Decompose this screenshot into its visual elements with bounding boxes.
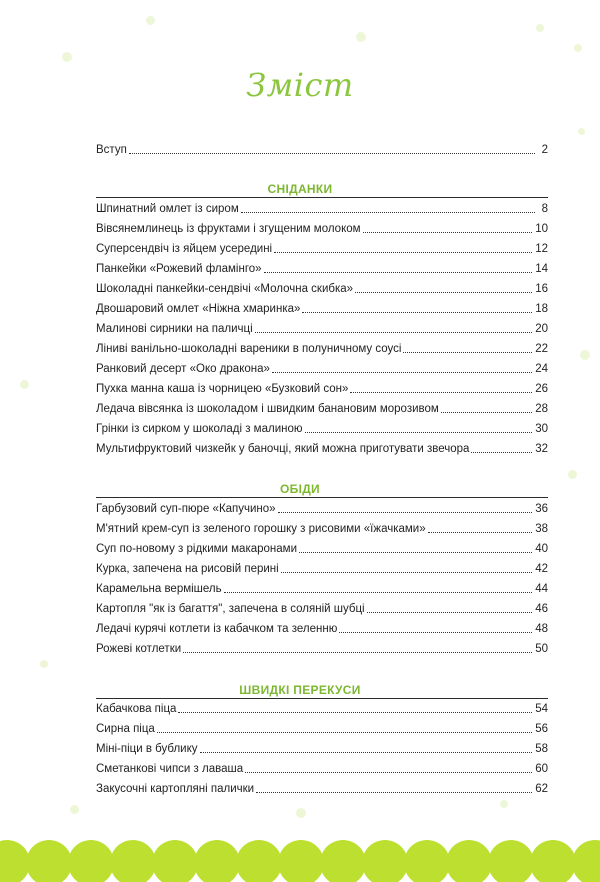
decor-dot — [146, 16, 155, 25]
decor-circle — [446, 840, 492, 882]
toc-entry-page: 48 — [535, 623, 548, 635]
dot-leader — [241, 211, 535, 213]
decor-circle — [68, 840, 114, 882]
toc-entry[interactable] — [96, 522, 548, 538]
decor-circle — [152, 840, 198, 882]
section-heading-breakfasts: СНІДАНКИ — [267, 182, 333, 196]
toc-entry[interactable] — [96, 322, 548, 338]
dot-leader — [367, 611, 533, 613]
toc-entry-title: Сирна піца — [96, 723, 155, 735]
toc-entry[interactable] — [96, 382, 548, 398]
dot-leader — [471, 451, 532, 453]
page-title: Зміст — [246, 66, 354, 104]
toc-entry-page: 32 — [535, 443, 548, 455]
toc-entry-page: 42 — [535, 563, 548, 575]
decor-dot — [296, 808, 306, 818]
toc-entry-page: 14 — [535, 263, 548, 275]
decor-circle — [530, 840, 576, 882]
toc-entry-title: Грінки із сирком у шоколаді з малиною — [96, 423, 303, 435]
toc-entry[interactable] — [96, 242, 548, 258]
toc-entry-title: Рожеві котлетки — [96, 643, 182, 655]
toc-entry-page: 16 — [535, 283, 548, 295]
toc-entry-title: Шпинатний омлет із сиром — [96, 203, 239, 215]
dot-leader — [157, 731, 532, 733]
dot-leader — [272, 371, 532, 373]
toc-entry-title: Малинові сирники на паличці — [96, 323, 253, 335]
dot-leader — [350, 391, 532, 393]
toc-entry[interactable] — [96, 582, 548, 598]
dot-leader — [256, 791, 532, 793]
dot-leader — [302, 311, 532, 313]
dot-leader — [245, 771, 532, 773]
toc-entry-title: Міні-піци в бублику — [96, 743, 198, 755]
toc-entry[interactable] — [96, 562, 548, 578]
toc-entry[interactable] — [96, 742, 548, 758]
toc-entry-title: Двошаровий омлет «Ніжна хмаринка» — [96, 303, 301, 315]
dot-leader — [255, 331, 533, 333]
toc-entry[interactable] — [96, 282, 548, 298]
toc-entry-title: Ледача вівсянка із шоколадом і швидким банановим морозивом — [96, 403, 439, 415]
toc-entry-page: 22 — [535, 343, 548, 355]
decor-circle — [194, 840, 240, 882]
toc-entry[interactable] — [96, 202, 548, 218]
toc-entry-title: Ліниві ванільно-шоколадні вареники в полуничному соусі — [96, 343, 402, 355]
decor-circle — [404, 840, 450, 882]
dot-leader — [441, 411, 532, 413]
toc-entry-title: Картопля "як із багаття", запечена в соляній шубці — [96, 603, 365, 615]
toc-entry[interactable] — [96, 342, 548, 358]
decor-dot — [578, 128, 585, 135]
toc-entry[interactable] — [96, 622, 548, 638]
toc-entry[interactable] — [96, 722, 548, 738]
toc-entry-page: 20 — [535, 323, 548, 335]
toc-entry[interactable] — [96, 302, 548, 318]
toc-entry-title: Сметанкові чипси з лаваша — [96, 763, 244, 775]
dot-leader — [299, 551, 532, 553]
dot-leader — [428, 531, 533, 533]
toc-entry-page: 26 — [535, 383, 548, 395]
toc-entry-intro[interactable] — [96, 143, 548, 159]
toc-entry-title: Кабачкова піца — [96, 703, 177, 715]
dot-leader — [363, 231, 533, 233]
dot-leader — [403, 351, 532, 353]
toc-entry-page: 38 — [535, 523, 548, 535]
toc-entry-title: Вступ — [96, 144, 127, 156]
toc-entry-title: Гарбузовий суп-пюре «Капучино» — [96, 503, 276, 515]
toc-entry-page: 60 — [535, 763, 548, 775]
dot-leader — [355, 291, 532, 293]
toc-entry[interactable] — [96, 222, 548, 238]
dot-leader — [264, 271, 533, 273]
dot-leader — [305, 431, 533, 433]
toc-entry[interactable] — [96, 602, 548, 618]
toc-entry-title: Закусочні картопляні палички — [96, 783, 255, 795]
toc-entry[interactable] — [96, 502, 548, 518]
decor-dot — [500, 800, 508, 808]
decor-dot — [62, 52, 72, 62]
toc-entry-title: Мультифруктовий чизкейк у баночці, який можна приготувати звечора — [96, 443, 470, 455]
toc-entry-page: 30 — [535, 423, 548, 435]
decor-dot — [20, 380, 29, 389]
toc-entry-page: 8 — [541, 203, 548, 215]
section-heading-snacks: ШВИДКІ ПЕРЕКУСИ — [239, 683, 361, 697]
decor-circle — [488, 840, 534, 882]
dot-leader — [200, 751, 533, 753]
toc-entry-page: 28 — [535, 403, 548, 415]
toc-entry-title: Шоколадні панкейки-сендвічі «Молочна скибка» — [96, 283, 354, 295]
decor-circle — [572, 840, 600, 882]
toc-entry-title: Курка, запечена на рисовій перині — [96, 563, 279, 575]
decor-dot — [40, 660, 48, 668]
toc-entry-title: Пухка манна каша із чорницею «Бузковий сон» — [96, 383, 349, 395]
section-rule — [96, 497, 548, 498]
toc-entry-title: Вівсянемлинець із фруктами і згущеним молоком — [96, 223, 361, 235]
decor-circle — [110, 840, 156, 882]
decor-dot — [574, 44, 582, 52]
toc-entry[interactable] — [96, 402, 548, 418]
decor-circle — [278, 840, 324, 882]
section-heading-lunches: ОБІДИ — [280, 482, 320, 496]
dot-leader — [183, 651, 532, 653]
toc-entry-page: 46 — [535, 603, 548, 615]
toc-entry[interactable] — [96, 782, 548, 798]
decor-dot — [356, 32, 366, 42]
decor-dot — [580, 350, 590, 360]
dot-leader — [129, 152, 535, 154]
toc-entry-page: 12 — [535, 243, 548, 255]
toc-entry-page: 50 — [535, 643, 548, 655]
dot-leader — [278, 511, 533, 513]
toc-entry-page: 18 — [535, 303, 548, 315]
toc-entry-page: 44 — [535, 583, 548, 595]
toc-entry[interactable] — [96, 762, 548, 778]
dot-leader — [178, 711, 532, 713]
toc-entry-page: 24 — [535, 363, 548, 375]
toc-entry-page: 54 — [535, 703, 548, 715]
toc-entry[interactable] — [96, 262, 548, 278]
decor-circle — [236, 840, 282, 882]
toc-entry[interactable] — [96, 422, 548, 438]
decor-circle — [320, 840, 366, 882]
toc-entry-title: Ледачі курячі котлети із кабачком та зеленню — [96, 623, 338, 635]
dot-leader — [274, 251, 532, 253]
toc-entry-title: Панкейки «Рожевий фламінго» — [96, 263, 262, 275]
decor-circle — [362, 840, 408, 882]
decor-dot — [536, 24, 544, 32]
dot-leader — [281, 571, 533, 573]
toc-entry-title: М'ятний крем-суп із зеленого горошку з рисовими «їжачками» — [96, 523, 426, 535]
decor-dot — [70, 805, 79, 814]
bottom-dots-border — [0, 840, 600, 882]
toc-entry-page: 62 — [535, 783, 548, 795]
toc-entry[interactable] — [96, 542, 548, 558]
toc-entry[interactable] — [96, 702, 548, 718]
toc-entry-title: Карамельна вермішель — [96, 583, 222, 595]
toc-entry-page: 2 — [541, 144, 548, 156]
section-rule — [96, 197, 548, 198]
toc-entry[interactable] — [96, 642, 548, 658]
toc-entry-page: 56 — [535, 723, 548, 735]
toc-entry-title: Суперсендвіч із яйцем усередині — [96, 243, 273, 255]
toc-entry[interactable] — [96, 362, 548, 378]
toc-entry-title: Суп по-новому з рідкими макаронами — [96, 543, 297, 555]
toc-entry[interactable] — [96, 442, 548, 458]
toc-entry-page: 10 — [535, 223, 548, 235]
decor-dot — [568, 470, 577, 479]
section-rule — [96, 698, 548, 699]
toc-entry-title: Ранковий десерт «Око дракона» — [96, 363, 270, 375]
dot-leader — [339, 631, 532, 633]
toc-entry-page: 36 — [535, 503, 548, 515]
toc-entry-page: 58 — [535, 743, 548, 755]
toc-entry-page: 40 — [535, 543, 548, 555]
decor-circle — [26, 840, 72, 882]
dot-leader — [224, 591, 533, 593]
